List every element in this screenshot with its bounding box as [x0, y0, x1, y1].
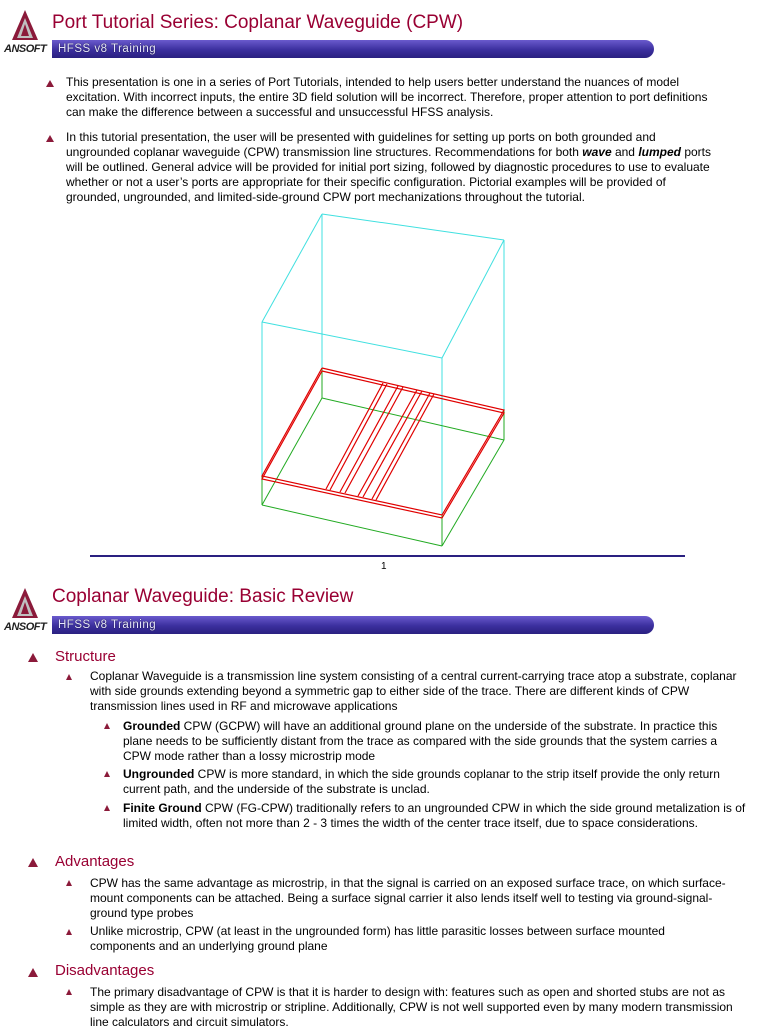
ungrounded-description: CPW is more standard, in which the side grounds coplanar to the strip itself provide the only return current path, and the underside of the substrate is unclad.	[123, 767, 720, 796]
training-banner: HFSS v8 Training	[52, 616, 654, 634]
advantages-heading: Advantages	[55, 853, 135, 870]
lumped-keyword: lumped	[638, 145, 681, 159]
page-number: 1	[381, 561, 387, 572]
slide-title: Port Tutorial Series: Coplanar Waveguide (CPW)	[52, 12, 464, 33]
cpw-trace-outline	[262, 368, 504, 518]
wave-keyword: wave	[582, 145, 612, 159]
finite-ground-description: CPW (FG-CPW) traditionally refers to an ungrounded CPW in which the side ground metalization is of limited width, often not more than 2 - 3 times the width of the center trace itself, due to space considerations.	[123, 801, 746, 830]
slide-2	[0, 580, 768, 1029]
slide-divider	[90, 555, 685, 557]
grounded-cpw-text	[123, 719, 741, 764]
intro-paragraph: This presentation is one in a series of Port Tutorials, intended to help users better understand the nuances of model excitation. With incorrect inputs, the entire 3D field solution will be incorrect. Therefore, proper attention to port definitions can make the difference between a successful and unsuccessful HFSS analysis.	[66, 75, 708, 119]
substrate-outline	[262, 368, 504, 546]
ungrounded-cpw-text	[123, 767, 733, 797]
structure-heading: Structure	[55, 648, 116, 665]
disadvantages-heading: Disadvantages	[55, 962, 155, 979]
finite-ground-cpw-text	[123, 801, 753, 831]
structure-text: Coplanar Waveguide is a transmission line system consisting of a central current-carrying trace atop a substrate, coplanar with side grounds extending beyond a symmetric gap to either side of the trace. There are different kinds of CPW transmission lines used in RF and microwave applications	[90, 669, 737, 713]
overview-text-a: In this tutorial presentation, the user will be presented with guidelines for setting up ports on both grounded and ungrounded coplanar waveguide (CPW) transmission line structures. Recommendations for both	[66, 130, 656, 159]
advantage-2-text: Unlike microstrip, CPW (at least in the ungrounded form) has little parasitic losses between surface mounted components and an underlying ground plane	[90, 924, 665, 953]
grounded-description: CPW (GCPW) will have an additional ground plane on the underside of the substrate. In practice this plane needs to be sufficiently distant from the trace as compared with the side grounds that the system carries a CPW mode rather than a lossy microstrip mode	[123, 719, 718, 763]
advantage-1-text: CPW has the same advantage as microstrip, in that the signal is carried on an exposed surface trace, on which surface-mount components can be attached. Being a surface signal carrier it also lends itself well to testing via ground-signal-ground type probes	[90, 876, 726, 920]
overview-text-b: and	[611, 145, 639, 159]
finite-ground-label: Finite Ground	[123, 801, 202, 815]
ansoft-logo-text: ANSOFT	[4, 621, 47, 633]
disadvantage-1-text: The primary disadvantage of CPW is that it is harder to design with: features such as open and shorted stubs are not as simple as they are with microstrip or stripline. Additionally, CPW is not well supported even by many modern transmission line calculators and circuit simulators.	[90, 985, 733, 1029]
ungrounded-label: Ungrounded	[123, 767, 195, 781]
ansoft-logo	[4, 588, 52, 636]
ansoft-logo-text: ANSOFT	[4, 43, 47, 55]
grounded-label: Grounded	[123, 719, 181, 733]
slide-title: Coplanar Waveguide: Basic Review	[52, 586, 354, 607]
training-banner: HFSS v8 Training	[52, 40, 654, 58]
air-box-outline	[262, 214, 504, 515]
ansoft-logo-icon	[10, 588, 40, 622]
overview-text-c: ports will be outlined. General advice will be provided for initial port sizing, followed by diagnostic procedures to use to evaluate whether or not a user’s ports are appropriate for their specific configuration. Pictorial examples will be provided of grounded, ungrounded, and limited-side-ground CPW port mechanizations throughout the tutorial.	[66, 145, 712, 204]
